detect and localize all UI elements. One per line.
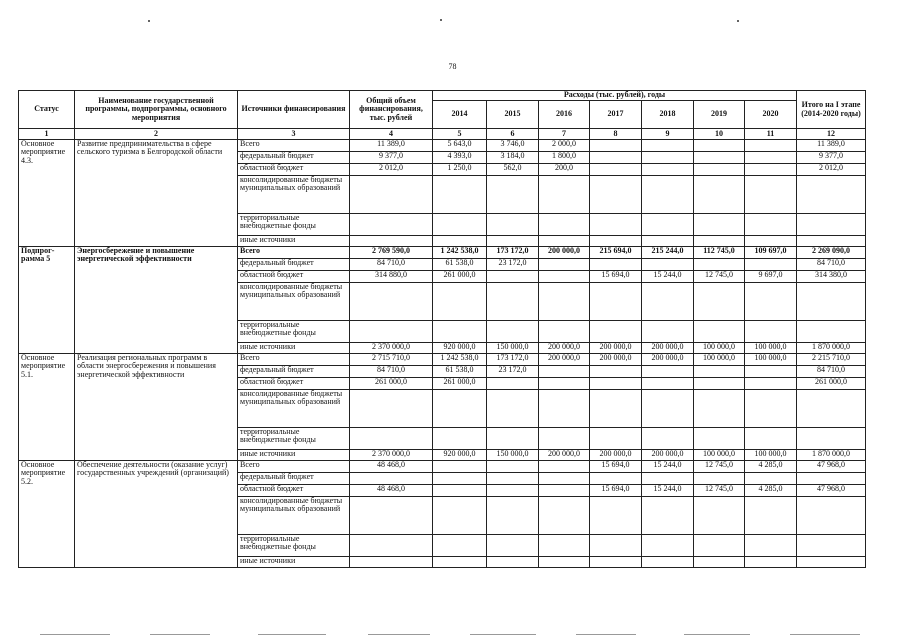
amount-cell: 2 012,0 — [797, 164, 866, 176]
amount-cell — [797, 283, 866, 321]
amount-cell — [590, 535, 642, 557]
amount-cell: 1 870 000,0 — [797, 343, 866, 354]
amount-cell — [487, 390, 539, 428]
amount-cell: 61 538,0 — [433, 366, 487, 378]
amount-cell — [539, 214, 590, 236]
amount-cell — [694, 176, 745, 214]
amount-cell — [590, 214, 642, 236]
amount-cell — [433, 557, 487, 568]
amount-cell: 200 000,0 — [642, 450, 694, 461]
amount-cell — [694, 236, 745, 247]
source-label: Всего — [238, 140, 350, 152]
amount-cell: 200 000,0 — [590, 354, 642, 366]
amount-cell — [433, 283, 487, 321]
amount-cell — [797, 321, 866, 343]
amount-cell — [539, 461, 590, 473]
amount-cell: 150 000,0 — [487, 343, 539, 354]
amount-cell: 15 694,0 — [590, 485, 642, 497]
amount-cell: 61 538,0 — [433, 259, 487, 271]
amount-cell — [694, 152, 745, 164]
source-label: территориальные внебюджетные фонды — [238, 214, 350, 236]
amount-cell — [590, 236, 642, 247]
amount-cell — [590, 164, 642, 176]
row-program-name: Реализация региональных программ в области энергосбережения и повышения энергетической эффективности — [75, 354, 238, 461]
header-itog: Итого на I этапе (2014-2020 годы) — [797, 91, 866, 129]
amount-cell — [642, 557, 694, 568]
amount-cell — [694, 321, 745, 343]
amount-cell — [694, 366, 745, 378]
amount-cell — [797, 557, 866, 568]
amount-cell — [433, 485, 487, 497]
table-row — [19, 354, 866, 366]
amount-cell — [642, 164, 694, 176]
header-year: 2014 — [433, 101, 487, 129]
amount-cell — [539, 259, 590, 271]
column-number: 12 — [797, 129, 866, 140]
amount-cell: 215 244,0 — [642, 247, 694, 259]
amount-cell — [590, 140, 642, 152]
row-program-name: Энергосбережение и повышение энергетической эффективности — [75, 247, 238, 354]
amount-cell — [539, 428, 590, 450]
amount-cell — [642, 535, 694, 557]
amount-cell — [433, 176, 487, 214]
amount-cell — [745, 236, 797, 247]
amount-cell: 1 242 538,0 — [433, 354, 487, 366]
amount-cell — [642, 390, 694, 428]
amount-cell: 2 715 710,0 — [350, 354, 433, 366]
amount-cell — [590, 497, 642, 535]
source-label: Всего — [238, 354, 350, 366]
amount-cell — [745, 428, 797, 450]
page-number: 78 — [448, 62, 457, 71]
amount-cell — [745, 321, 797, 343]
amount-cell: 215 694,0 — [590, 247, 642, 259]
scan-speck — [737, 20, 739, 22]
source-label: областной бюджет — [238, 271, 350, 283]
amount-cell — [487, 485, 539, 497]
amount-cell — [590, 283, 642, 321]
amount-cell — [350, 390, 433, 428]
column-number: 7 — [539, 129, 590, 140]
amount-cell — [745, 283, 797, 321]
amount-cell — [797, 535, 866, 557]
amount-cell — [350, 497, 433, 535]
amount-cell — [350, 214, 433, 236]
amount-cell: 48 468,0 — [350, 485, 433, 497]
source-label: федеральный бюджет — [238, 259, 350, 271]
amount-cell — [642, 428, 694, 450]
amount-cell — [350, 557, 433, 568]
source-label: консолидированные бюджеты муниципальных образований — [238, 497, 350, 535]
source-label: консолидированные бюджеты муниципальных образований — [238, 390, 350, 428]
amount-cell: 261 000,0 — [797, 378, 866, 390]
source-label: территориальные внебюджетные фонды — [238, 428, 350, 450]
header-status: Статус — [19, 91, 75, 129]
header-expenses: Расходы (тыс. рублей), годы — [433, 91, 797, 101]
source-label: территориальные внебюджетные фонды — [238, 535, 350, 557]
amount-cell: 100 000,0 — [745, 354, 797, 366]
amount-cell: 200,0 — [539, 164, 590, 176]
amount-cell — [539, 378, 590, 390]
amount-cell — [745, 390, 797, 428]
amount-cell: 1 250,0 — [433, 164, 487, 176]
amount-cell — [487, 497, 539, 535]
amount-cell — [642, 283, 694, 321]
amount-cell: 2 370 000,0 — [350, 450, 433, 461]
amount-cell: 84 710,0 — [350, 259, 433, 271]
amount-cell — [590, 259, 642, 271]
amount-cell — [745, 176, 797, 214]
amount-cell — [694, 557, 745, 568]
amount-cell — [539, 321, 590, 343]
source-label: Всего — [238, 247, 350, 259]
source-label: федеральный бюджет — [238, 366, 350, 378]
amount-cell — [350, 535, 433, 557]
header-sources: Источники финансирования — [238, 91, 350, 129]
amount-cell — [487, 271, 539, 283]
amount-cell — [433, 428, 487, 450]
amount-cell: 4 285,0 — [745, 461, 797, 473]
amount-cell — [433, 535, 487, 557]
amount-cell: 200 000,0 — [539, 247, 590, 259]
amount-cell — [642, 378, 694, 390]
amount-cell: 150 000,0 — [487, 450, 539, 461]
column-number: 9 — [642, 129, 694, 140]
amount-cell: 200 000,0 — [539, 450, 590, 461]
source-label: Всего — [238, 461, 350, 473]
amount-cell: 200 000,0 — [539, 354, 590, 366]
amount-cell: 200 000,0 — [642, 343, 694, 354]
amount-cell: 1 870 000,0 — [797, 450, 866, 461]
column-number: 11 — [745, 129, 797, 140]
amount-cell: 48 468,0 — [350, 461, 433, 473]
scan-speck — [148, 20, 150, 22]
amount-cell — [539, 390, 590, 428]
amount-cell — [433, 497, 487, 535]
source-label: консолидированные бюджеты муниципальных образований — [238, 283, 350, 321]
row-program-name: Обеспечение деятельности (оказание услуг) государственных учреждений (организаций) — [75, 461, 238, 568]
amount-cell — [539, 366, 590, 378]
amount-cell: 100 000,0 — [694, 450, 745, 461]
amount-cell — [642, 176, 694, 214]
bottom-scan-marks — [0, 634, 905, 638]
header-year: 2015 — [487, 101, 539, 129]
header-year: 2016 — [539, 101, 590, 129]
amount-cell: 11 389,0 — [350, 140, 433, 152]
amount-cell: 920 000,0 — [433, 450, 487, 461]
source-label: иные источники — [238, 343, 350, 354]
amount-cell — [590, 152, 642, 164]
amount-cell — [350, 283, 433, 321]
amount-cell: 12 745,0 — [694, 485, 745, 497]
amount-cell — [694, 428, 745, 450]
amount-cell: 84 710,0 — [797, 366, 866, 378]
amount-cell — [745, 214, 797, 236]
amount-cell — [433, 214, 487, 236]
amount-cell — [350, 176, 433, 214]
amount-cell — [350, 236, 433, 247]
amount-cell — [797, 214, 866, 236]
amount-cell — [590, 428, 642, 450]
amount-cell: 2 215 710,0 — [797, 354, 866, 366]
amount-cell — [487, 283, 539, 321]
amount-cell — [745, 535, 797, 557]
amount-cell: 562,0 — [487, 164, 539, 176]
amount-cell: 15 694,0 — [590, 271, 642, 283]
amount-cell — [539, 283, 590, 321]
amount-cell — [694, 535, 745, 557]
amount-cell: 9 697,0 — [745, 271, 797, 283]
amount-cell — [539, 236, 590, 247]
amount-cell: 11 389,0 — [797, 140, 866, 152]
amount-cell: 2 012,0 — [350, 164, 433, 176]
amount-cell — [642, 140, 694, 152]
column-number: 6 — [487, 129, 539, 140]
amount-cell — [745, 140, 797, 152]
amount-cell: 3 184,0 — [487, 152, 539, 164]
source-label: иные источники — [238, 450, 350, 461]
amount-cell — [745, 152, 797, 164]
amount-cell: 200 000,0 — [539, 343, 590, 354]
amount-cell — [487, 176, 539, 214]
amount-cell: 100 000,0 — [694, 343, 745, 354]
amount-cell: 200 000,0 — [590, 450, 642, 461]
amount-cell — [487, 461, 539, 473]
amount-cell — [487, 378, 539, 390]
amount-cell: 5 643,0 — [433, 140, 487, 152]
amount-cell — [350, 473, 433, 485]
header-year: 2019 — [694, 101, 745, 129]
amount-cell: 173 172,0 — [487, 247, 539, 259]
amount-cell — [539, 176, 590, 214]
amount-cell — [539, 535, 590, 557]
amount-cell: 15 244,0 — [642, 485, 694, 497]
amount-cell — [642, 366, 694, 378]
column-number: 10 — [694, 129, 745, 140]
amount-cell: 200 000,0 — [642, 354, 694, 366]
amount-cell — [539, 557, 590, 568]
column-number: 4 — [350, 129, 433, 140]
amount-cell: 314 880,0 — [350, 271, 433, 283]
amount-cell: 2 269 090,0 — [797, 247, 866, 259]
column-number: 1 — [19, 129, 75, 140]
scan-speck — [440, 19, 442, 21]
amount-cell: 47 968,0 — [797, 485, 866, 497]
budget-table — [18, 90, 866, 568]
amount-cell: 47 968,0 — [797, 461, 866, 473]
amount-cell — [487, 557, 539, 568]
amount-cell: 12 745,0 — [694, 461, 745, 473]
row-status: Основное мероприятие 5.1. — [19, 354, 75, 461]
table-row — [19, 461, 866, 473]
amount-cell — [694, 497, 745, 535]
amount-cell — [694, 378, 745, 390]
header-program-name: Наименование государственной программы, подпрограммы, основного мероприятия — [75, 91, 238, 129]
amount-cell — [797, 428, 866, 450]
column-number: 3 — [238, 129, 350, 140]
amount-cell — [539, 497, 590, 535]
amount-cell: 9 377,0 — [797, 152, 866, 164]
amount-cell — [590, 321, 642, 343]
amount-cell — [745, 497, 797, 535]
amount-cell: 920 000,0 — [433, 343, 487, 354]
amount-cell: 84 710,0 — [797, 259, 866, 271]
amount-cell — [694, 473, 745, 485]
source-label: территориальные внебюджетные фонды — [238, 321, 350, 343]
table-row — [19, 140, 866, 152]
row-status: Подпрог-рамма 5 — [19, 247, 75, 354]
amount-cell — [590, 473, 642, 485]
amount-cell — [590, 366, 642, 378]
source-label: федеральный бюджет — [238, 473, 350, 485]
amount-cell — [745, 473, 797, 485]
column-number: 5 — [433, 129, 487, 140]
amount-cell — [642, 321, 694, 343]
amount-cell — [797, 497, 866, 535]
amount-cell — [797, 176, 866, 214]
amount-cell — [433, 236, 487, 247]
amount-cell — [694, 164, 745, 176]
amount-cell: 100 000,0 — [745, 450, 797, 461]
amount-cell — [433, 473, 487, 485]
amount-cell: 84 710,0 — [350, 366, 433, 378]
amount-cell: 23 172,0 — [487, 366, 539, 378]
amount-cell — [694, 140, 745, 152]
amount-cell — [433, 461, 487, 473]
amount-cell: 261 000,0 — [350, 378, 433, 390]
amount-cell: 112 745,0 — [694, 247, 745, 259]
source-label: консолидированные бюджеты муниципальных образований — [238, 176, 350, 214]
amount-cell — [797, 236, 866, 247]
row-status: Основное мероприятие 5.2. — [19, 461, 75, 568]
amount-cell — [590, 176, 642, 214]
amount-cell: 173 172,0 — [487, 354, 539, 366]
amount-cell: 200 000,0 — [590, 343, 642, 354]
header-year: 2020 — [745, 101, 797, 129]
amount-cell: 2 769 590,0 — [350, 247, 433, 259]
amount-cell — [694, 259, 745, 271]
amount-cell: 4 285,0 — [745, 485, 797, 497]
amount-cell — [487, 473, 539, 485]
amount-cell — [539, 473, 590, 485]
amount-cell — [350, 428, 433, 450]
amount-cell — [433, 390, 487, 428]
amount-cell — [487, 321, 539, 343]
row-status: Основное мероприятие 4.3. — [19, 140, 75, 247]
amount-cell: 23 172,0 — [487, 259, 539, 271]
column-number: 2 — [75, 129, 238, 140]
column-number: 8 — [590, 129, 642, 140]
amount-cell: 261 000,0 — [433, 378, 487, 390]
amount-cell: 100 000,0 — [694, 354, 745, 366]
amount-cell: 261 000,0 — [433, 271, 487, 283]
header-year: 2017 — [590, 101, 642, 129]
amount-cell: 12 745,0 — [694, 271, 745, 283]
source-label: областной бюджет — [238, 164, 350, 176]
amount-cell: 1 800,0 — [539, 152, 590, 164]
header-total-volume: Общий объем финансирования, тыс. рублей — [350, 91, 433, 129]
amount-cell — [797, 390, 866, 428]
amount-cell — [745, 378, 797, 390]
amount-cell — [694, 214, 745, 236]
row-program-name: Развитие предпринимательства в сфере сельского туризма в Белгородской области — [75, 140, 238, 247]
header-year: 2018 — [642, 101, 694, 129]
amount-cell: 15 694,0 — [590, 461, 642, 473]
amount-cell: 15 244,0 — [642, 271, 694, 283]
source-label: федеральный бюджет — [238, 152, 350, 164]
amount-cell — [590, 557, 642, 568]
amount-cell: 9 377,0 — [350, 152, 433, 164]
amount-cell — [487, 214, 539, 236]
amount-cell — [694, 283, 745, 321]
amount-cell — [539, 271, 590, 283]
amount-cell: 314 380,0 — [797, 271, 866, 283]
amount-cell — [642, 152, 694, 164]
amount-cell — [642, 497, 694, 535]
source-label: иные источники — [238, 236, 350, 247]
amount-cell: 109 697,0 — [745, 247, 797, 259]
source-label: областной бюджет — [238, 378, 350, 390]
amount-cell: 2 000,0 — [539, 140, 590, 152]
amount-cell — [433, 321, 487, 343]
amount-cell — [487, 236, 539, 247]
source-label: иные источники — [238, 557, 350, 568]
amount-cell — [350, 321, 433, 343]
amount-cell — [487, 535, 539, 557]
amount-cell — [745, 259, 797, 271]
amount-cell — [642, 236, 694, 247]
amount-cell — [745, 164, 797, 176]
amount-cell — [797, 473, 866, 485]
amount-cell: 3 746,0 — [487, 140, 539, 152]
amount-cell — [694, 390, 745, 428]
amount-cell — [642, 473, 694, 485]
amount-cell — [745, 557, 797, 568]
amount-cell — [590, 378, 642, 390]
amount-cell — [642, 259, 694, 271]
amount-cell: 100 000,0 — [745, 343, 797, 354]
amount-cell — [590, 390, 642, 428]
amount-cell: 15 244,0 — [642, 461, 694, 473]
source-label: областной бюджет — [238, 485, 350, 497]
amount-cell — [642, 214, 694, 236]
table-row — [19, 247, 866, 259]
amount-cell: 1 242 538,0 — [433, 247, 487, 259]
amount-cell — [539, 485, 590, 497]
amount-cell — [745, 366, 797, 378]
amount-cell: 2 370 000,0 — [350, 343, 433, 354]
amount-cell: 4 393,0 — [433, 152, 487, 164]
amount-cell — [487, 428, 539, 450]
